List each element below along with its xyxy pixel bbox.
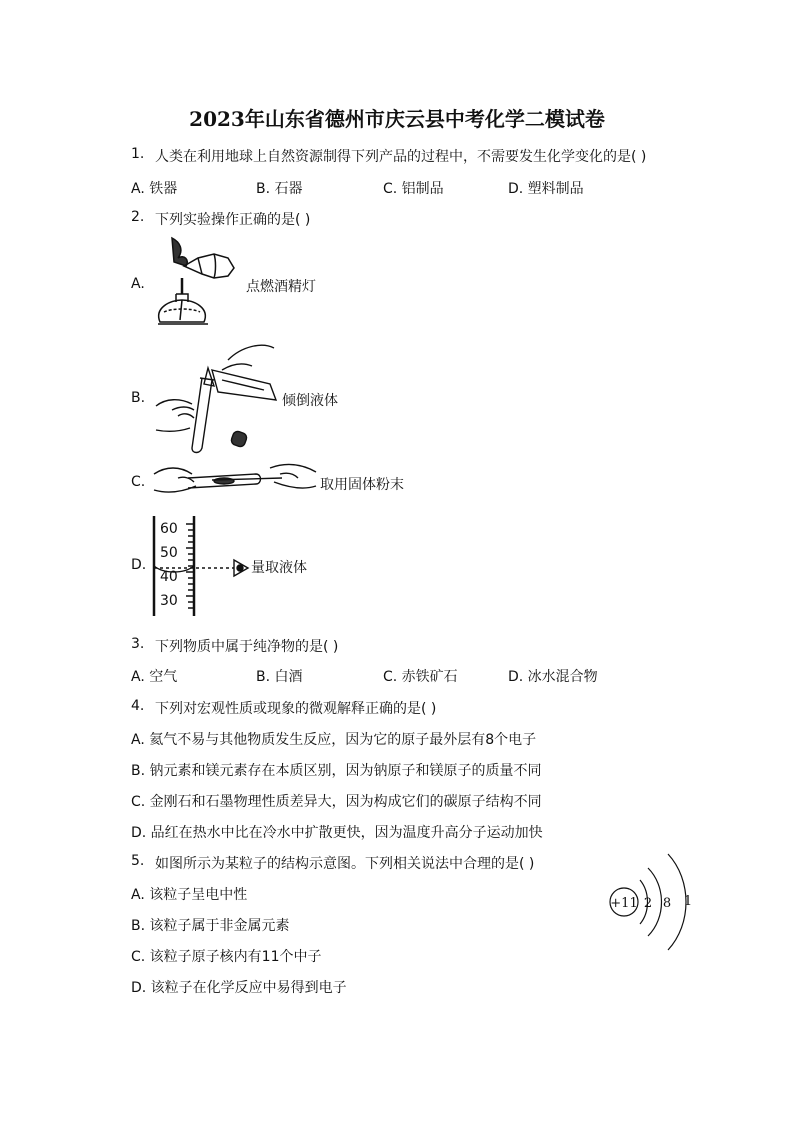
question-5-option-a: A. 该粒子呈电中性 (131, 887, 248, 903)
graduated-cylinder-icon (150, 512, 250, 618)
question-3-option-a: A. 空气 (131, 669, 178, 685)
cylinder-scale-40: 40 (160, 569, 178, 585)
question-3-option-c: C. 赤铁矿石 (383, 669, 458, 685)
question-1-option-a: A. 铁器 (131, 181, 178, 197)
question-3-text: 下列物质中属于纯净物的是( ) (155, 639, 339, 655)
question-2-option-b-letter: B. (131, 390, 146, 406)
question-1-option-d: D. 塑料制品 (508, 181, 584, 197)
shell-2-electrons: 8 (662, 896, 672, 911)
question-4-option-b: B. 钠元素和镁元素存在本质区别，因为钠原子和镁原子的质量不同 (131, 763, 542, 779)
question-1-option-b: B. 石器 (256, 181, 303, 197)
question-1-option-c: C. 铝制品 (383, 181, 444, 197)
question-4-option-d: D. 品红在热水中比在冷水中扩散更快，因为温度升高分子运动加快 (131, 825, 543, 841)
question-3-number: 3. (131, 636, 145, 652)
question-4-option-a: A. 氦气不易与其他物质发生反应，因为它的原子最外层有8个电子 (131, 732, 537, 748)
question-5-option-d: D. 该粒子在化学反应中易得到电子 (131, 980, 347, 996)
atom-structure-diagram (604, 850, 704, 954)
question-5-text: 如图所示为某粒子的结构示意图。下列相关说法中合理的是( ) (155, 856, 535, 872)
question-1-number: 1. (131, 146, 145, 162)
question-5-option-b: B. 该粒子属于非金属元素 (131, 918, 290, 934)
question-4-option-c: C. 金刚石和石墨物理性质差异大，因为构成它们的碳原子结构不同 (131, 794, 542, 810)
question-2-option-a-caption: 点燃酒精灯 (246, 279, 316, 295)
question-2-option-c-letter: C. (131, 474, 146, 490)
page-title: 2023年山东省德州市庆云县中考化学二模试卷 (189, 107, 605, 131)
question-3-option-b: B. 白酒 (256, 669, 303, 685)
question-1-text: 人类在利用地球上自然资源制得下列产品的过程中，不需要发生化学变化的是( ) (155, 149, 647, 165)
shell-3-electrons: 1 (683, 894, 693, 909)
question-4-text: 下列对宏观性质或现象的微观解释正确的是( ) (155, 701, 437, 717)
question-2-option-d-caption: 量取液体 (251, 560, 307, 576)
question-3-option-d: D. 冰水混合物 (508, 669, 598, 685)
question-2-option-a-letter: A. (131, 276, 145, 292)
cylinder-scale-50: 50 (160, 545, 178, 561)
question-2-option-b-caption: 倾倒液体 (282, 393, 338, 409)
pouring-liquid-icon (152, 340, 282, 455)
question-2-text: 下列实验操作正确的是( ) (155, 212, 311, 228)
question-5-number: 5. (131, 853, 145, 869)
cylinder-scale-30: 30 (160, 593, 178, 609)
question-2-option-d-letter: D. (131, 557, 147, 573)
question-2-option-c-caption: 取用固体粉末 (320, 477, 404, 493)
question-4-number: 4. (131, 698, 145, 714)
shell-1-electrons: 2 (643, 896, 653, 911)
question-2-number: 2. (131, 209, 145, 225)
question-5-option-c: C. 该粒子原子核内有11个中子 (131, 949, 322, 965)
alcohol-lamp-lighting-icon (150, 232, 240, 334)
cylinder-scale-60: 60 (160, 521, 178, 537)
nucleus-charge: +11 (610, 896, 638, 911)
powder-taking-icon (152, 460, 320, 500)
